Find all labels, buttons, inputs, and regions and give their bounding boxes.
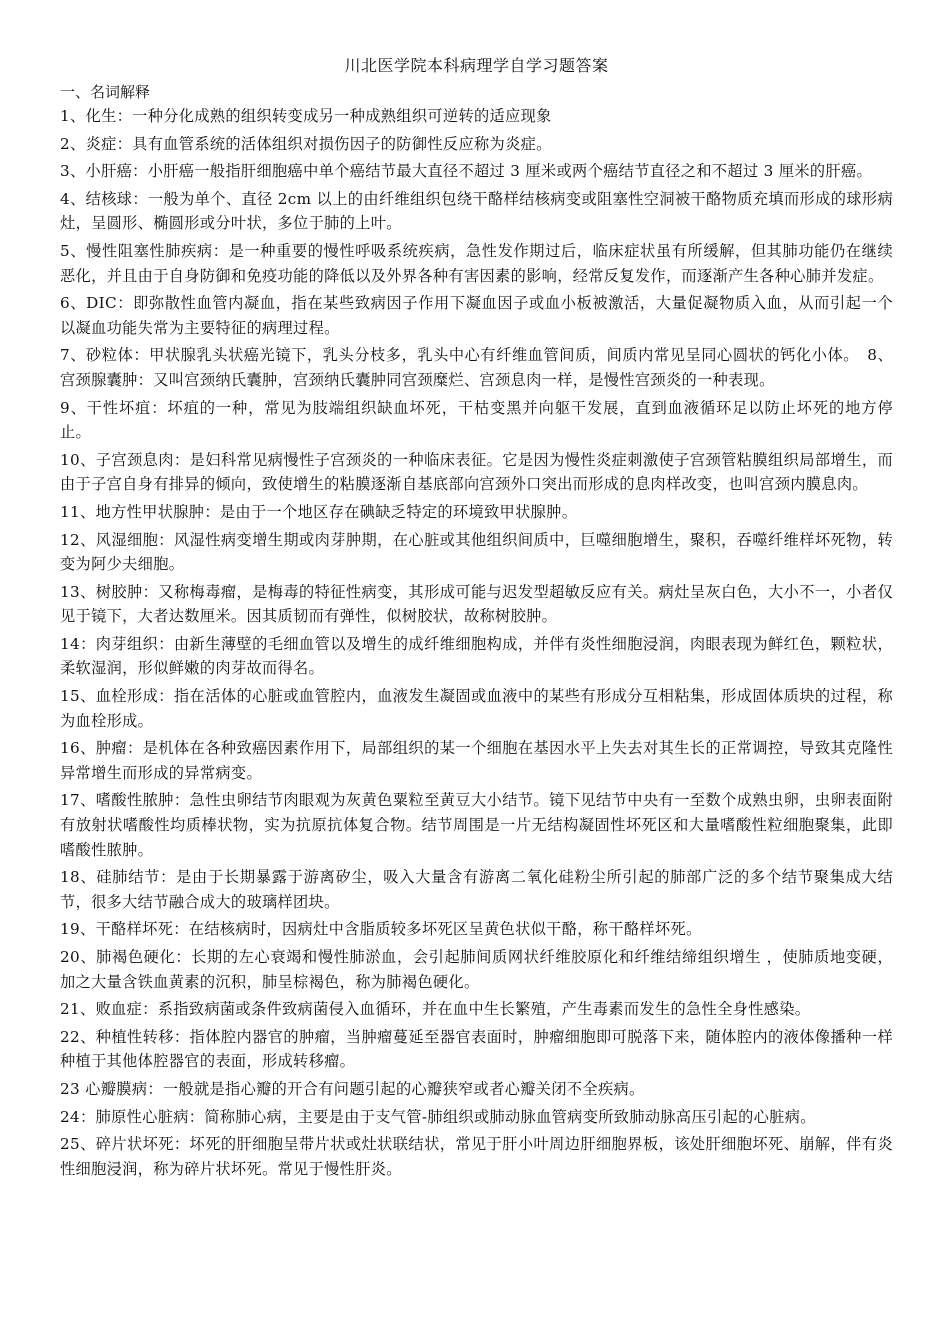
term-entry-3: 3、小肝癌：小肝癌一般指肝细胞癌中单个癌结节最大直径不超过 3 厘米或两个癌结节直径之和不超过 3 厘米的肝癌。 <box>60 162 873 181</box>
term-entry-12: 13、树胶肿：又称梅毒瘤，是梅毒的特征性病变，其形成可能与迟发型超敏反应有关。病灶呈灰白色，大小不一，小者仅见于镜下，大者达数厘米。因其质韧而有弹性，似树胶状，故称树胶肿。 <box>60 582 893 626</box>
term-entry-20: 21、败血症：系指致病菌或条件致病菌侵入血循环，并在血中生长繁殖，产生毒素而发生的急性全身性感染。 <box>60 1000 811 1019</box>
term-entry-18: 19、干酪样坏死：在结核病时，因病灶中含脂质较多坏死区呈黄色状似干酪，称干酪样坏死。 <box>60 920 702 939</box>
term-entry-6: 6、DIC：即弥散性血管内凝血，指在某些致病因子作用下凝血因子或血小板被激活，大量促凝物质入血，从而引起一个以凝血功能失常为主要特征的病理过程。 <box>60 294 893 337</box>
term-entry-14: 15、血栓形成：指在活体的心脏或血管腔内，血液发生凝固或血液中的某些有形成分互相粘集，形成固体质块的过程，称为血栓形成。 <box>60 687 893 730</box>
term-entry-24: 25、碎片状坏死：坏死的肝细胞呈带片状或灶状联结状，常见于肝小叶周边肝细胞界板，该处肝细胞坏死、崩解，伴有炎性细胞浸润，称为碎片状坏死。常见于慢性肝炎。 <box>60 1135 893 1178</box>
term-entry-22: 23 心瓣膜病：一般就是指心瓣的开合有问题引起的心瓣狭窄或者心瓣关闭不全疾病。 <box>60 1079 645 1098</box>
term-entry-17: 18、硅肺结节：是由于长期暴露于游离矽尘，吸入大量含有游离二氧化硅粉尘所引起的肺部广泛的多个结节聚集成大结节，很多大结节融合成大的玻璃样团块。 <box>60 868 893 911</box>
term-entry-11: 12、风湿细胞：风湿性病变增生期或肉芽肿期，在心脏或其他组织间质中，巨噬细胞增生，聚积，吞噬纤维样坏死物，转变为阿少夫细胞。 <box>60 530 893 574</box>
term-entry-1: 1、化生：一种分化成熟的组织转变成另一种成熟组织可逆转的适应现象 <box>60 107 552 125</box>
term-entry-9: 10、子宫颈息肉：是妇科常见病慢性子宫颈炎的一种临床表征。它是因为慢性炎症刺激使子宫颈管粘膜组织局部增生，而由于子宫自身有排异的倾向，致使增生的粘膜逐渐自基底部向宫颈外口突出而形成的息肉样改变，也叫宫颈内膜息肉。 <box>60 450 893 494</box>
term-entry-8: 9、干性坏疽：坏疽的一种，常见为肢端组织缺血坏死，干枯变黑并向躯干发展，直到血液循环足以防止坏死的地方停止。 <box>60 398 893 442</box>
term-entry-5: 5、慢性阻塞性肺疾病：是一种重要的慢性呼吸系统疾病，急性发作期过后，临床症状虽有所缓解，但其肺功能仍在继续恶化，并且由于自身防御和免疫功能的降低以及外界各种有害因素的影响，经常反复发作，而逐渐产生各种心肺并发症。 <box>60 241 893 285</box>
document-title: 川北医学院本科病理学自学习题答案 <box>344 56 609 75</box>
term-entry-4: 4、结核球：一般为单个、直径 2cm 以上的由纤维组织包绕干酪样结核病变或阻塞性空洞被干酪物质充填而形成的球形病灶，呈圆形、椭圆形或分叶状，多位于肺的上叶。 <box>60 189 893 233</box>
entry-list <box>60 104 893 1181</box>
term-entry-16: 17、嗜酸性脓肿：急性虫卵结节肉眼观为灰黄色粟粒至黄豆大小结节。镜下见结节中央有一至数个成熟虫卵，虫卵表面附有放射状嗜酸性均质棒状物，实为抗原抗体复合物。结节周围是一片无结构凝固性坏死区和大量嗜酸性粒细胞聚集，此即嗜酸性脓肿。 <box>60 791 893 859</box>
term-entry-13: 14：肉芽组织：由新生薄壁的毛细血管以及增生的成纤维细胞构成，并伴有炎性细胞浸润，肉眼表现为鲜红色，颗粒状，柔软湿润，形似鲜嫩的肉芽故而得名。 <box>60 634 893 678</box>
term-entry-15: 16、肿瘤：是机体在各种致癌因素作用下，局部组织的某一个细胞在基因水平上失去对其生长的正常调控，导致其克隆性异常增生而形成的异常病变。 <box>60 739 893 782</box>
term-entry-2: 2、炎症：具有血管系统的活体组织对损伤因子的防御性反应称为炎症。 <box>60 134 552 153</box>
term-entry-21: 22、种植性转移：指体腔内器官的肿瘤，当肿瘤蔓延至器官表面时，肿瘤细胞即可脱落下来，随体腔内的液体像播种一样种植于其他体腔器官的表面，形成转移瘤。 <box>60 1027 893 1071</box>
section-heading: 一、名词解释 <box>60 83 151 101</box>
term-entry-10: 11、地方性甲状腺肿：是由于一个地区存在碘缺乏特定的环境致甲状腺肿。 <box>60 502 578 521</box>
term-entry-23: 24：肺原性心脏病：简称肺心病，主要是由于支气管-肺组织或肺动脉血管病变所致肺动脉高压引起的心脏病。 <box>60 1107 816 1126</box>
term-entry-19: 20、肺褐色硬化：长期的左心衰竭和慢性肺淤血，会引起肺间质网状纤维胶原化和纤维结缔组织增生 ，使肺质地变硬，加之大量含铁血黄素的沉积，肺呈棕褐色，称为肺褐色硬化。 <box>60 948 893 991</box>
term-entry-7: 7、砂粒体：甲状腺乳头状癌光镜下，乳头分枝多，乳头中心有纤维血管间质，间质内常见呈同心圆状的钙化小体。 8、宫颈腺囊肿：又叫宫颈纳氏囊肿，宫颈纳氏囊肿同宫颈糜烂、宫颈息肉一样，是慢性宫颈炎的一种表现。 <box>60 346 894 389</box>
